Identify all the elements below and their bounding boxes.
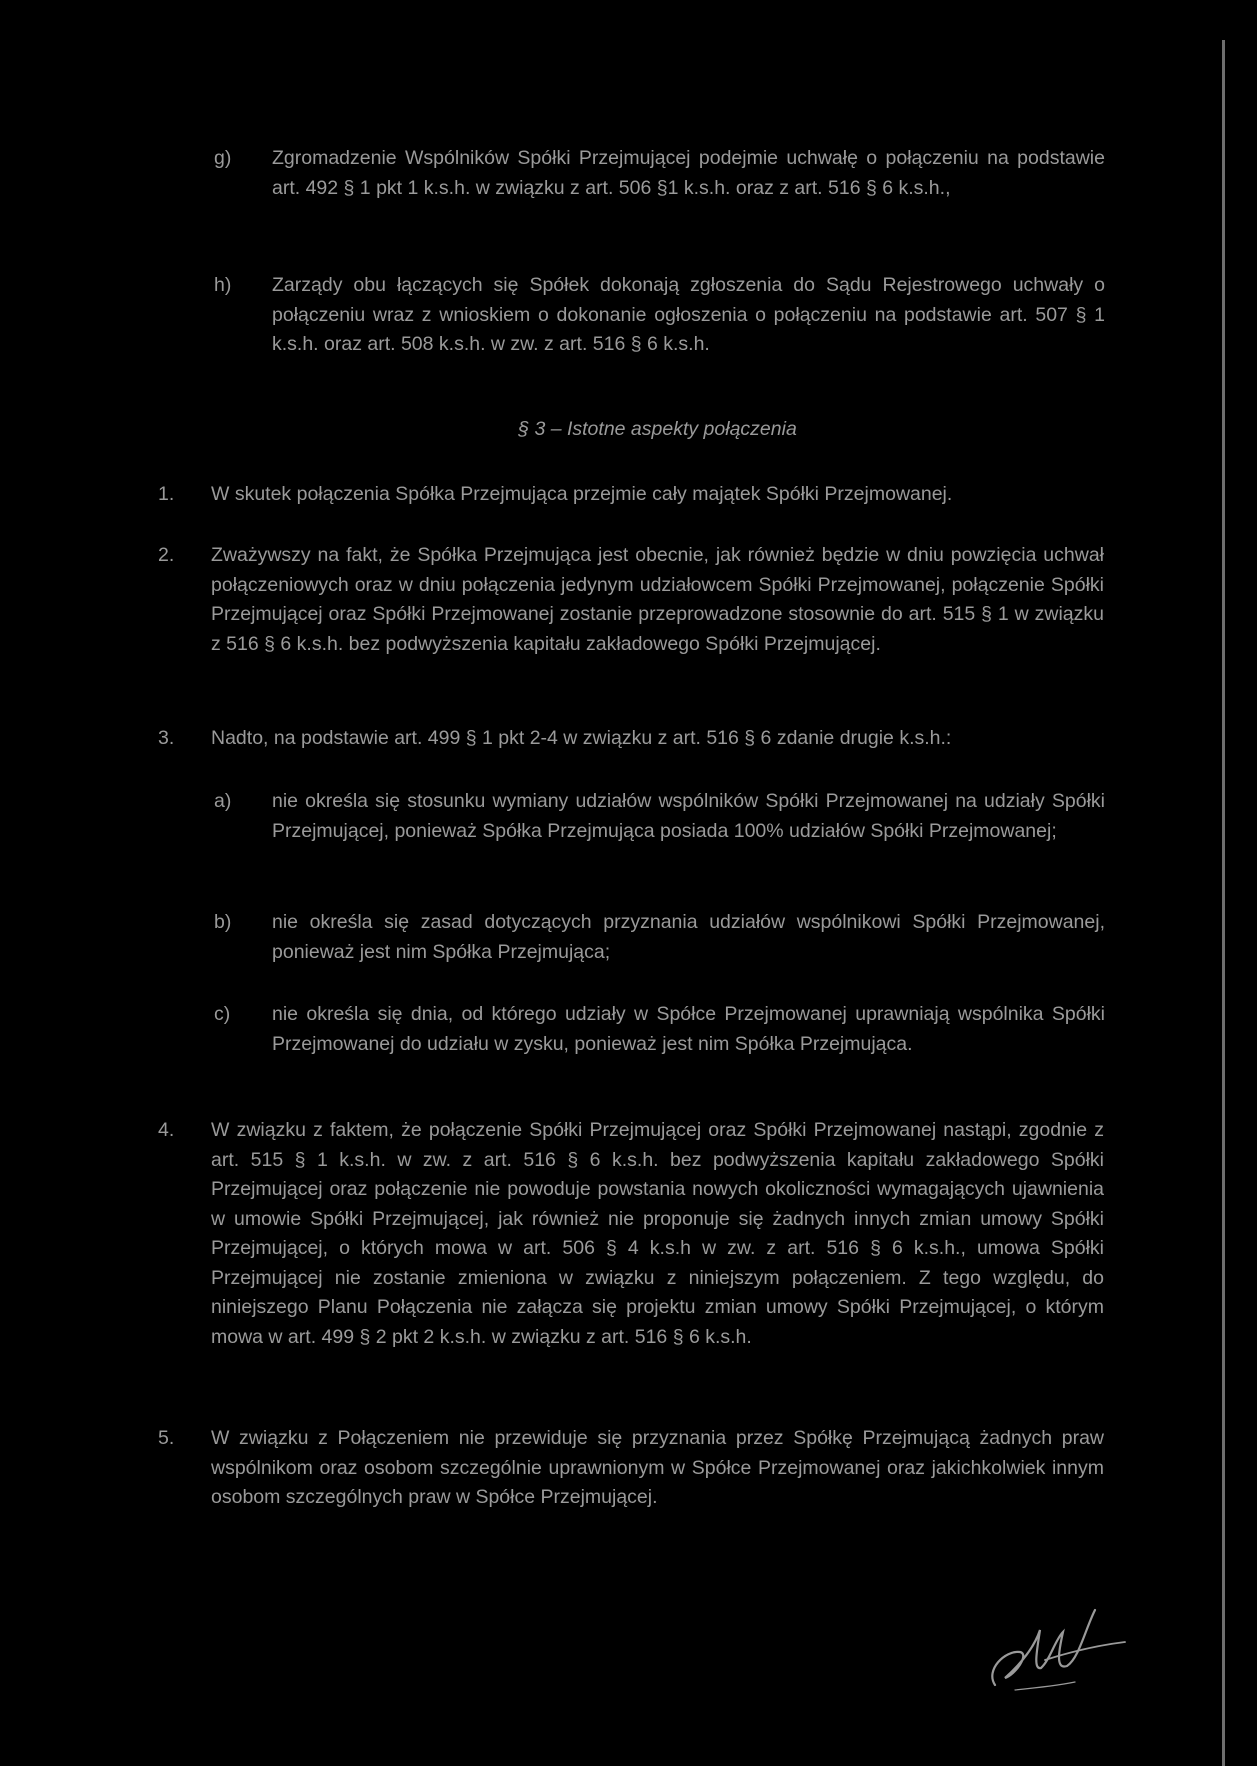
subpoint-a-text: nie określa się stosunku wymiany udziałów wspólników Spółki Przejmowanej na udziały Spółki Przejmującej, ponieważ Spółka Przejmująca posiada 100% udziałów Spółki Przejmowanej; bbox=[272, 790, 1105, 842]
point-2-marker: 2. bbox=[158, 544, 175, 566]
point-3-marker: 3. bbox=[158, 727, 175, 749]
point-3-text: Nadto, na podstawie art. 499 § 1 pkt 2-4 w związku z art. 516 § 6 zdanie drugie k.s.h.: bbox=[211, 727, 952, 749]
point-1-marker: 1. bbox=[158, 483, 175, 505]
item-g-marker: g) bbox=[214, 147, 232, 169]
point-2-text: Zważywszy na fakt, że Spółka Przejmująca jest obecnie, jak również będzie w dniu powzięcia uchwał połączeniowych oraz w dniu połączenia jedynym udziałowcem Spółki Przejmowanej, połączenie Spółki Przejmującej oraz Spółki Przejmowanej zostanie przeprowadzone stosownie do art. 515 § 1 w związku z 516 § 6 k.s.h. bez podwyższenia kapitału zakładowego Spółki Przejmującej. bbox=[211, 544, 1104, 655]
subpoint-a-marker: a) bbox=[214, 790, 232, 812]
point-4-text: W związku z faktem, że połączenie Spółki Przejmującej oraz Spółki Przejmowanej nastąpi, zgodnie z art. 515 § 1 k.s.h. w zw. z art. 516 § 6 k.s.h. bez podwyższenia kapitału zakładowego Spółki Przejmującej oraz połączenie nie powoduje powstania nowych okoliczności wymagających ujawnienia w umowie Spółki Przejmującej, jak również nie proponuje się żadnych innych zmian umowy Spółki Przejmującej, o których mowa w art. 506 § 4 k.s.h w zw. z art. 516 § 6 k.s.h., umowa Spółki Przejmującej nie zostanie zmieniona w związku z niniejszym połączeniem. Z tego względu, do niniejszego Planu Połączenia nie załącza się projektu zmian umowy Spółki Przejmującej, o którym mowa w art. 499 § 2 pkt 2 k.s.h. w związku z art. 516 § 6 k.s.h. bbox=[211, 1119, 1104, 1348]
item-h-text: Zarządy obu łączących się Spółek dokonają zgłoszenia do Sądu Rejestrowego uchwały o połączeniu wraz z wnioskiem o dokonanie ogłoszenia o połączeniu na podstawie art. 507 § 1 k.s.h. oraz art. 508 k.s.h. w zw. z art. 516 § 6 k.s.h. bbox=[272, 274, 1105, 355]
point-5-text: W związku z Połączeniem nie przewiduje się przyznania przez Spółkę Przejmującą żadnych praw wspólnikom oraz osobom szczególnie uprawnionym w Spółce Przejmowanej oraz jakichkolwiek innym osobom szczególnych praw w Spółce Przejmującej. bbox=[211, 1427, 1104, 1508]
scan-edge-line bbox=[1222, 40, 1225, 1766]
section-heading: § 3 – Istotne aspekty połączenia bbox=[518, 418, 797, 440]
signature-scribble bbox=[975, 1590, 1135, 1700]
point-5-marker: 5. bbox=[158, 1427, 175, 1449]
point-4-marker: 4. bbox=[158, 1119, 175, 1141]
item-g-text: Zgromadzenie Wspólników Spółki Przejmującej podejmie uchwałę o połączeniu na podstawie art. 492 § 1 pkt 1 k.s.h. w związku z art. 506 §1 k.s.h. oraz z art. 516 § 6 k.s.h., bbox=[272, 147, 1105, 199]
point-1-text: W skutek połączenia Spółka Przejmująca przejmie cały majątek Spółki Przejmowanej. bbox=[211, 483, 953, 505]
subpoint-c-marker: c) bbox=[214, 1003, 231, 1025]
subpoint-c-text: nie określa się dnia, od którego udziały w Spółce Przejmowanej uprawniają wspólnika Spółki Przejmowanej do udziału w zysku, ponieważ jest nim Spółka Przejmująca. bbox=[272, 1003, 1105, 1055]
subpoint-b-marker: b) bbox=[214, 911, 232, 933]
subpoint-b-text: nie określa się zasad dotyczących przyznania udziałów wspólnikowi Spółki Przejmowanej, ponieważ jest nim Spółka Przejmująca; bbox=[272, 911, 1105, 963]
item-h-marker: h) bbox=[214, 274, 232, 296]
